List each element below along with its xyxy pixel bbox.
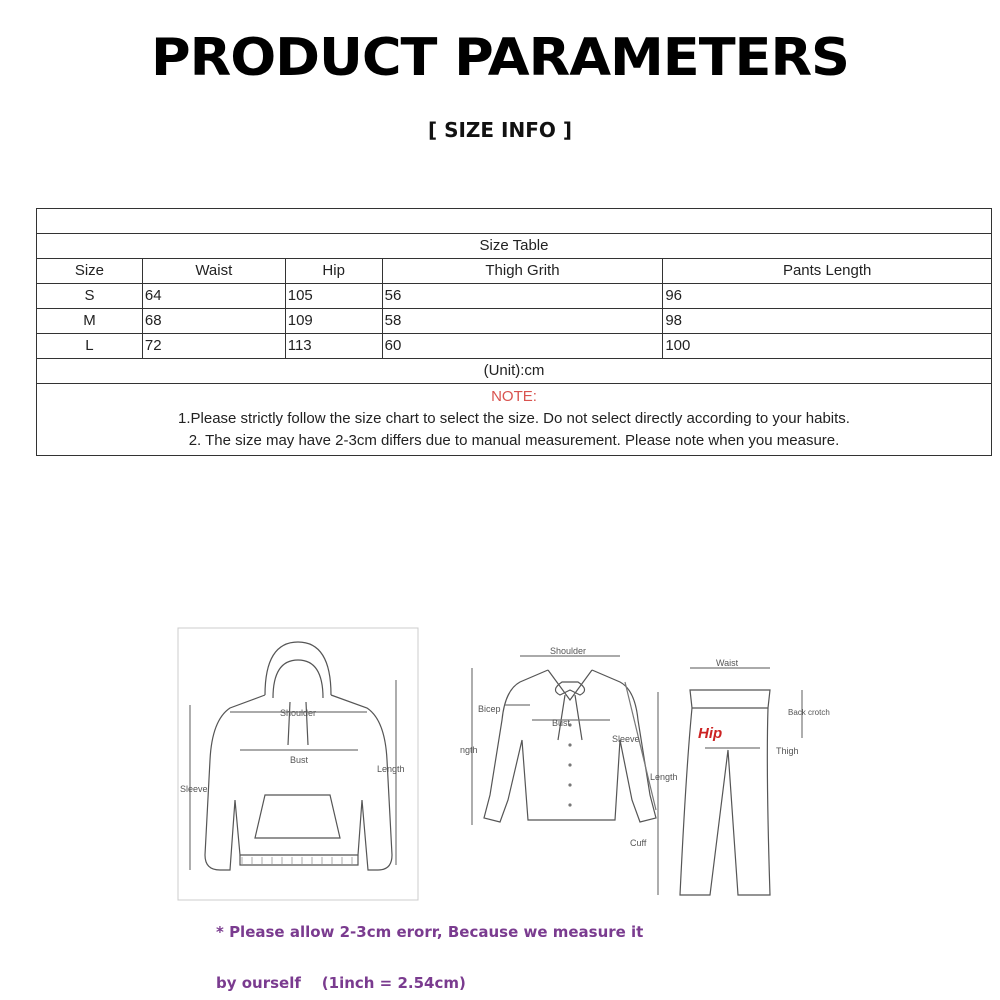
footnote-line: * Please allow 2-3cm erorr, Because we measure it <box>216 923 644 941</box>
table-row <box>37 284 992 309</box>
shirt-sleeve-label: Sleeve <box>612 734 640 744</box>
table-row <box>37 309 992 334</box>
note-line: 1.Please strictly follow the size chart to select the size. Do not select directly according to your habits. <box>178 410 850 427</box>
table-cell: 64 <box>142 284 285 309</box>
table-caption: Size Table <box>37 234 992 259</box>
column-header: Size <box>37 259 143 284</box>
pants-waist-label: Waist <box>716 658 739 668</box>
table-cell: 56 <box>382 284 663 309</box>
hoodie-sleeve-label: Sleeve <box>180 784 208 794</box>
page-title: PRODUCT PARAMETERS <box>151 28 849 88</box>
table-header-row <box>37 259 992 284</box>
pants-back-crotch-label: Back crotch <box>788 708 830 717</box>
table-unit-row <box>37 359 992 384</box>
measurement-diagrams <box>170 620 870 910</box>
note-label: NOTE: <box>491 388 537 405</box>
pants-thigh-label: Thigh <box>776 746 799 756</box>
table-cell: 68 <box>142 309 285 334</box>
column-header: Thigh Grith <box>382 259 663 284</box>
pants-hip-label: Hip <box>698 725 723 742</box>
shirt-shoulder-label: Shoulder <box>550 646 587 656</box>
table-cell: S <box>37 284 143 309</box>
footnote-line: by ourself (1inch = 2.54cm) <box>216 974 466 992</box>
column-header: Pants Length <box>663 259 992 284</box>
table-cell: 96 <box>663 284 992 309</box>
hoodie-bust-label: Bust <box>290 755 309 765</box>
table-caption-row <box>37 234 992 259</box>
table-cell: L <box>37 334 143 359</box>
pants-length-label: Length <box>650 772 678 782</box>
shirt-diagram <box>460 646 656 848</box>
table-note-row <box>37 384 992 456</box>
table-cell: 100 <box>663 334 992 359</box>
hoodie-diagram <box>178 628 418 900</box>
table-cell: 109 <box>285 309 382 334</box>
table-cell: 113 <box>285 334 382 359</box>
column-header: Waist <box>142 259 285 284</box>
table-spacer-row <box>37 209 992 234</box>
shirt-cuff-label: Cuff <box>630 838 647 848</box>
column-header: Hip <box>285 259 382 284</box>
note-block <box>37 384 992 456</box>
pants-diagram <box>650 658 830 895</box>
table-cell: 60 <box>382 334 663 359</box>
hoodie-length-label: Length <box>377 764 405 774</box>
table-cell: 98 <box>663 309 992 334</box>
note-line: 2. The size may have 2-3cm differs due to manual measurement. Please note when you measure. <box>188 432 840 449</box>
table-cell: 105 <box>285 284 382 309</box>
table-cell: M <box>37 309 143 334</box>
shirt-bust-label: Bust <box>552 718 571 728</box>
page-subtitle: [ SIZE INFO ] <box>427 118 573 142</box>
table-row <box>37 334 992 359</box>
size-table <box>36 208 992 456</box>
table-cell: 72 <box>142 334 285 359</box>
shirt-bicep-label: Bicep <box>478 704 501 714</box>
hoodie-shoulder-label: Shoulder <box>280 708 317 718</box>
shirt-length-label: ngth <box>460 745 478 755</box>
table-cell: 58 <box>382 309 663 334</box>
unit-label: (Unit):cm <box>37 359 992 384</box>
